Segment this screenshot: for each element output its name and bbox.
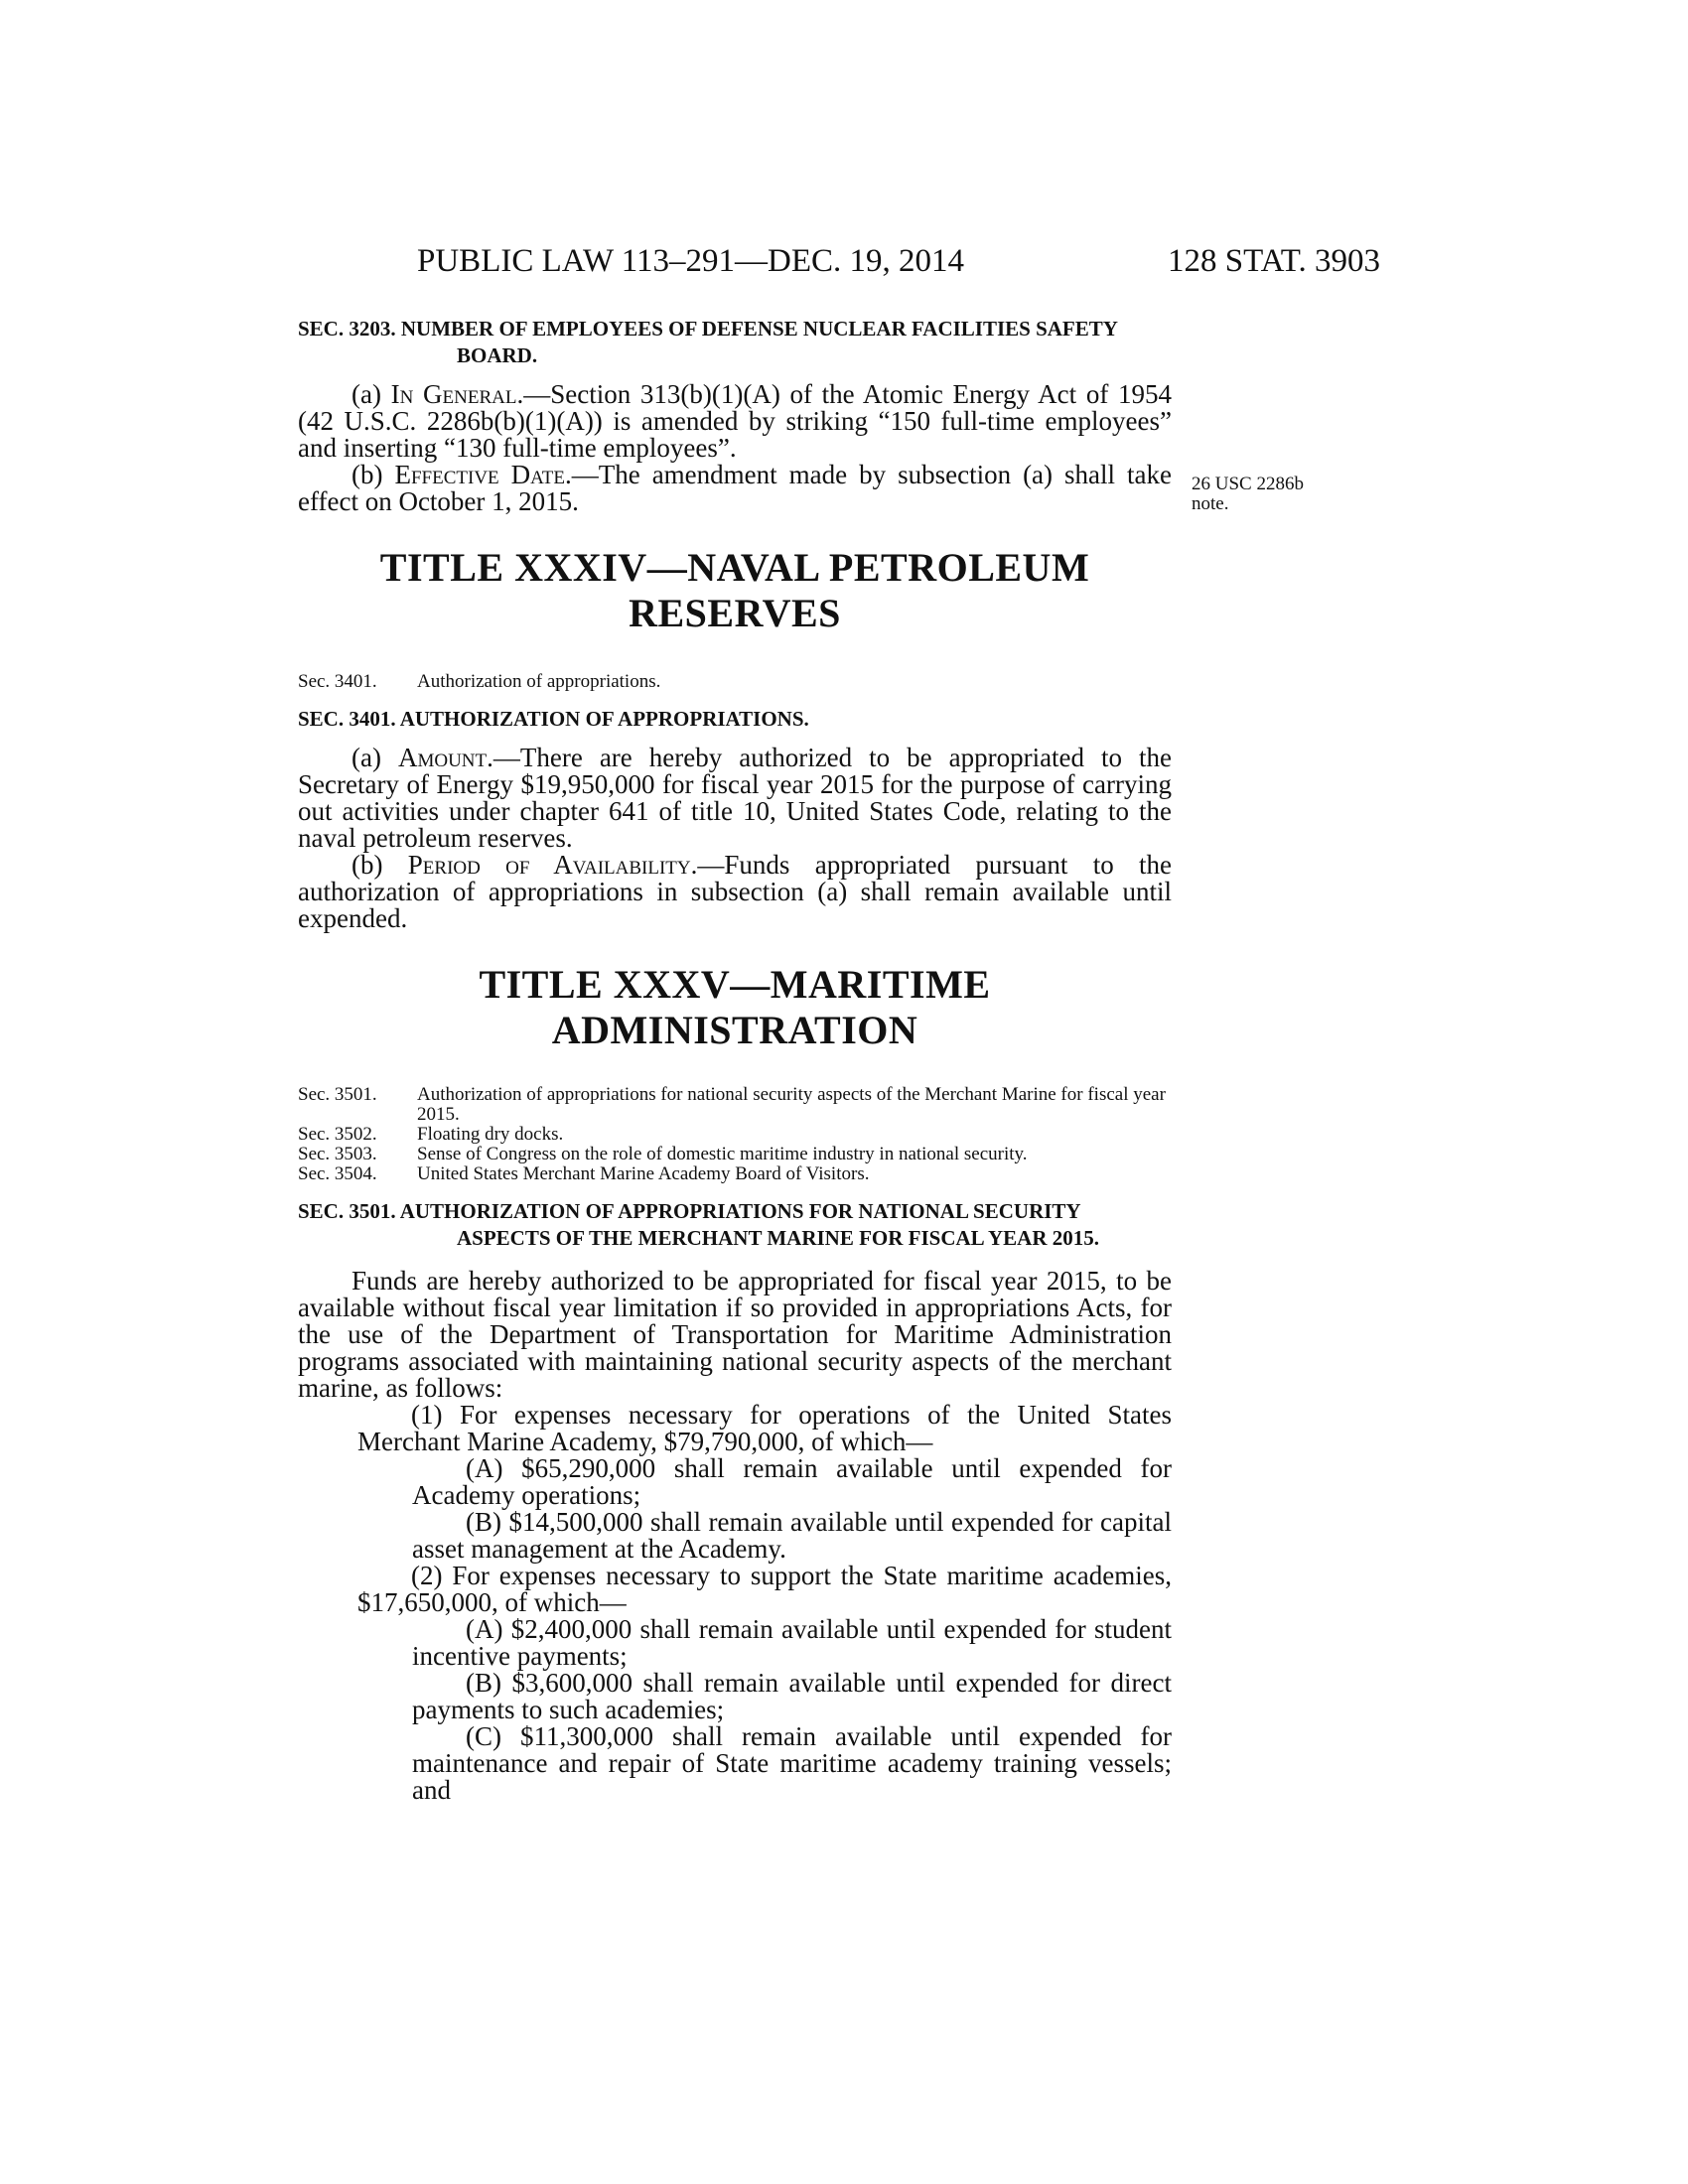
title-35-line1: TITLE XXXV—MARITIME [479, 962, 991, 1007]
sec-3501-title: AUTHORIZATION OF APPROPRIATIONS FOR NATIONAL SECURITY ASPECTS OF THE MERCHANT MARINE FOR FISCAL YEAR 2015. [399, 1199, 1099, 1250]
sec-3401-heading: SEC. 3401. AUTHORIZATION OF APPROPRIATIONS. [298, 707, 809, 731]
sec-3401-b-caption: Period of Availability. [407, 850, 698, 880]
sec-3401-b [298, 852, 1172, 932]
toc-entry [298, 1145, 1172, 1164]
sec-3501-heading [298, 1198, 1172, 1252]
page-content [298, 316, 1192, 1804]
sec-3401-a-label: (a) [352, 743, 381, 772]
toc-entry-num: Sec. 3504. [298, 1163, 377, 1184]
toc-entry [298, 672, 1172, 692]
header-public-law: PUBLIC LAW 113–291—DEC. 19, 2014 [417, 243, 965, 279]
toc-entry-text: Authorization of appropriations for national security aspects of the Merchant Marine for fiscal year 2015. [417, 1084, 1166, 1125]
margin-note [1192, 475, 1304, 514]
title-34-line1: TITLE XXXIV—NAVAL PETROLEUM [379, 545, 1090, 590]
sec-3203-heading [298, 316, 1172, 369]
toc-entry-num: Sec. 3501. [298, 1084, 377, 1105]
header-stat-page: 128 STAT. 3903 [1167, 243, 1380, 279]
sec-3501-para-2B: (B) $3,600,000 shall remain available until expended for direct payments to such academies; [412, 1668, 1172, 1724]
toc-entry-num: Sec. 3502. [298, 1124, 377, 1145]
title-34-heading [298, 545, 1172, 636]
title-35-heading [298, 962, 1172, 1053]
title-34-toc [298, 672, 1172, 692]
margin-note-suffix: note. [1192, 493, 1229, 514]
sec-3203-a [298, 381, 1172, 462]
sec-3401-a-caption: Amount. [397, 743, 493, 772]
toc-entry-num: Sec. 3503. [298, 1144, 377, 1164]
sec-3203-b-caption: Effective Date. [394, 460, 572, 489]
sec-3501-para-1A: (A) $65,290,000 shall remain available until expended for Academy operations; [412, 1453, 1172, 1510]
sec-3203-a-caption: In General. [390, 379, 524, 409]
toc-entry [298, 1085, 1172, 1125]
toc-entry-text: Authorization of appropriations. [417, 671, 661, 692]
title-35-line2: ADMINISTRATION [551, 1008, 918, 1052]
sec-3501-para-2A: (A) $2,400,000 shall remain available until expended for student incentive payments; [412, 1614, 1172, 1671]
sec-3203-title: NUMBER OF EMPLOYEES OF DEFENSE NUCLEAR FACILITIES SAFETY BOARD. [400, 317, 1118, 367]
sec-3401-a-text: —There are hereby authorized to be appropriated to the Secretary of Energy $19,950,000 for fiscal year 2015 for the purpose of carrying out activities under chapter 641 of title 10, United States Code, relating to the naval petroleum reserves. [298, 743, 1173, 853]
toc-entry [298, 1125, 1172, 1145]
sec-3401-b-label: (b) [352, 850, 383, 880]
sec-3203-b-label: (b) [352, 460, 383, 489]
sec-3401-b-text: —Funds appropriated pursuant to the authorization of appropriations in subsection (a) shall remain available until expended. [298, 850, 1172, 933]
sec-3203-number: SEC. 3203. [298, 317, 396, 341]
sec-3203-a-label: (a) [352, 379, 381, 409]
toc-entry-text: Sense of Congress on the role of domestic maritime industry in national security. [417, 1144, 1028, 1164]
sec-3401-a [298, 745, 1172, 852]
title-34-line2: RESERVES [629, 591, 841, 635]
sec-3501-number: SEC. 3501. [298, 1199, 396, 1223]
running-header [298, 243, 1380, 283]
sec-3501-para-1B: (B) $14,500,000 shall remain available until expended for capital asset management at the Academy. [412, 1507, 1172, 1564]
sec-3203-b-text: —The amendment made by subsection (a) shall take effect on October 1, 2015. [298, 460, 1172, 516]
sec-3501-para-2: (2) For expenses necessary to support the State maritime academies, $17,650,000, of which— [357, 1561, 1172, 1617]
sec-3501-para-2C: (C) $11,300,000 shall remain available until expended for maintenance and repair of State maritime academy training vessels; and [412, 1721, 1172, 1805]
title-35-toc [298, 1085, 1172, 1184]
toc-entry-num: Sec. 3401. [298, 671, 377, 692]
sec-3501-intro: Funds are hereby authorized to be appropriated for fiscal year 2015, to be available without fiscal year limitation if so provided in appropriations Acts, for the use of the Department of Transportation for Maritime Administration programs associated with maintaining national security aspects of the merchant marine, as follows: [298, 1266, 1172, 1403]
sec-3501-para-1: (1) For expenses necessary for operations of the United States Merchant Marine Academy, $79,790,000, of which— [357, 1400, 1172, 1456]
margin-note-citation: 26 USC 2286b [1192, 474, 1304, 494]
toc-entry-text: Floating dry docks. [417, 1124, 564, 1145]
sec-3203-b [298, 462, 1172, 515]
toc-entry-text: United States Merchant Marine Academy Board of Visitors. [417, 1163, 870, 1184]
sec-3203-a-text: —Section 313(b)(1)(A) of the Atomic Energy Act of 1954 (42 U.S.C. 2286b(b)(1)(A)) is amended by striking “150 full-time employees” and inserting “130 full-time employees”. [298, 379, 1173, 463]
toc-entry [298, 1164, 1172, 1184]
